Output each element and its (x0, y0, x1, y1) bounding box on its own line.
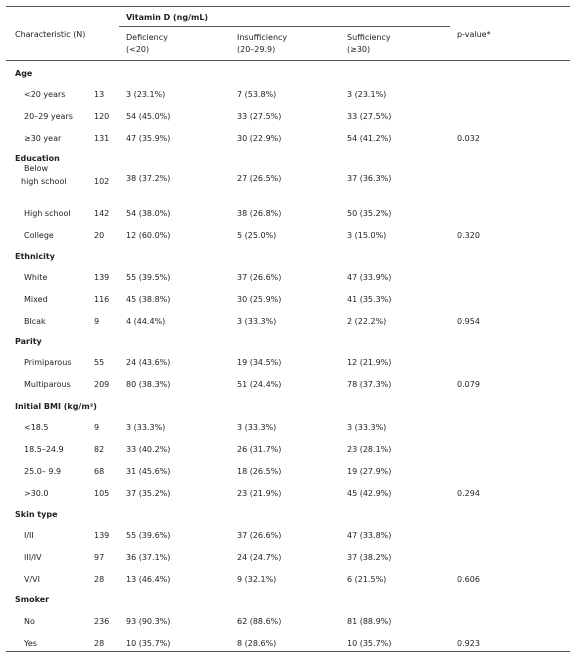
row-label: 18.5–24.9 (24, 445, 64, 454)
row-label: high school (21, 177, 67, 186)
cell-deficiency: 54 (38.0%) (126, 209, 171, 218)
cell-sufficiency: 54 (41.2%) (347, 134, 392, 143)
cell-insufficiency: 38 (26.8%) (237, 209, 282, 218)
row-label: I/II (24, 531, 34, 540)
cell-sufficiency: 78 (37.3%) (347, 380, 392, 389)
group-title: Parity (15, 337, 42, 346)
cell-insufficiency: 30 (25.9%) (237, 295, 282, 304)
row-label: >30.0 (24, 489, 49, 498)
row-label: Multiparous (24, 380, 71, 389)
group-title: Smoker (15, 595, 50, 604)
row-n: 68 (94, 467, 105, 476)
row-label: High school (24, 209, 71, 218)
header-bottom-rule (6, 60, 570, 61)
cell-deficiency: 93 (90.3%) (126, 617, 171, 626)
row-label: Yes (24, 639, 37, 648)
cell-insufficiency: 5 (25.0%) (237, 231, 277, 240)
cell-deficiency: 3 (23.1%) (126, 90, 166, 99)
header-insufficiency-range: (20–29.9) (237, 45, 276, 54)
row-n: 105 (94, 489, 110, 498)
cell-deficiency: 3 (33.3%) (126, 423, 166, 432)
row-n: 9 (94, 423, 100, 432)
cell-insufficiency: 19 (34.5%) (237, 358, 282, 367)
cell-p-value: 0.923 (457, 639, 480, 648)
cell-insufficiency: 18 (26.5%) (237, 467, 282, 476)
row-n: 102 (94, 177, 110, 186)
row-n: 142 (94, 209, 110, 218)
header-characteristic: Characteristic (N) (15, 30, 86, 39)
cell-p-value: 0.954 (457, 317, 480, 326)
cell-sufficiency: 47 (33.9%) (347, 273, 392, 282)
cell-deficiency: 12 (60.0%) (126, 231, 171, 240)
cell-p-value: 0.320 (457, 231, 480, 240)
cell-deficiency: 37 (35.2%) (126, 489, 171, 498)
bottom-rule (6, 651, 570, 652)
row-label: Blcak (24, 317, 46, 326)
cell-insufficiency: 33 (27.5%) (237, 112, 282, 121)
cell-p-value: 0.606 (457, 575, 480, 584)
row-n: 139 (94, 273, 110, 282)
row-label: 20–29 years (24, 112, 73, 121)
cell-p-value: 0.032 (457, 134, 480, 143)
cell-insufficiency: 8 (28.6%) (237, 639, 277, 648)
cell-insufficiency: 7 (53.8%) (237, 90, 277, 99)
cell-deficiency: 45 (38.8%) (126, 295, 171, 304)
cell-sufficiency: 81 (88.9%) (347, 617, 392, 626)
row-n: 28 (94, 575, 105, 584)
row-n: 131 (94, 134, 110, 143)
cell-deficiency: 31 (45.6%) (126, 467, 171, 476)
header-insufficiency: Insufficiency (237, 33, 288, 42)
group-title: Education (15, 154, 60, 163)
row-n: 55 (94, 358, 105, 367)
cell-insufficiency: 9 (32.1%) (237, 575, 277, 584)
header-sufficiency: Sufficiency (347, 33, 391, 42)
cell-p-value: 0.079 (457, 380, 480, 389)
row-label: 25.0– 9.9 (24, 467, 62, 476)
row-n: 116 (94, 295, 110, 304)
row-label: Primiparous (24, 358, 72, 367)
cell-insufficiency: 51 (24.4%) (237, 380, 282, 389)
cell-sufficiency: 2 (22.2%) (347, 317, 387, 326)
row-n: 236 (94, 617, 110, 626)
cell-sufficiency: 6 (21.5%) (347, 575, 387, 584)
row-label: College (24, 231, 54, 240)
cell-deficiency: 55 (39.6%) (126, 531, 171, 540)
cell-deficiency: 55 (39.5%) (126, 273, 171, 282)
cell-sufficiency: 33 (27.5%) (347, 112, 392, 121)
row-label: White (24, 273, 48, 282)
cell-deficiency: 24 (43.6%) (126, 358, 171, 367)
cell-sufficiency: 12 (21.9%) (347, 358, 392, 367)
cell-insufficiency: 3 (33.3%) (237, 423, 277, 432)
row-label: <18.5 (24, 423, 49, 432)
cell-deficiency: 47 (35.9%) (126, 134, 171, 143)
cell-sufficiency: 45 (42.9%) (347, 489, 392, 498)
cell-sufficiency: 19 (27.9%) (347, 467, 392, 476)
cell-sufficiency: 3 (33.3%) (347, 423, 387, 432)
cell-sufficiency: 3 (15.0%) (347, 231, 387, 240)
row-n: 139 (94, 531, 110, 540)
row-n: 9 (94, 317, 100, 326)
cell-sufficiency: 10 (35.7%) (347, 639, 392, 648)
cell-insufficiency: 37 (26.6%) (237, 273, 282, 282)
cell-sufficiency: 37 (38.2%) (347, 553, 392, 562)
row-n: 209 (94, 380, 110, 389)
row-n: 120 (94, 112, 110, 121)
row-label: Mixed (24, 295, 48, 304)
cell-sufficiency: 3 (23.1%) (347, 90, 387, 99)
cell-sufficiency: 37 (36.3%) (347, 174, 392, 183)
cell-insufficiency: 62 (88.6%) (237, 617, 282, 626)
row-n: 13 (94, 90, 105, 99)
row-label: ≥30 year (24, 134, 62, 143)
cell-deficiency: 38 (37.2%) (126, 174, 171, 183)
subheader-rule (119, 26, 450, 27)
group-title: Initial BMI (kg/m²) (15, 402, 97, 411)
header-sufficiency-range: (≥30) (347, 45, 371, 54)
row-label: No (24, 617, 35, 626)
cell-deficiency: 10 (35.7%) (126, 639, 171, 648)
cell-sufficiency: 50 (35.2%) (347, 209, 392, 218)
cell-insufficiency: 23 (21.9%) (237, 489, 282, 498)
cell-insufficiency: 27 (26.5%) (237, 174, 282, 183)
header-deficiency-range: (<20) (126, 45, 150, 54)
top-rule (6, 6, 570, 7)
cell-deficiency: 33 (40.2%) (126, 445, 171, 454)
cell-deficiency: 54 (45.0%) (126, 112, 171, 121)
cell-deficiency: 80 (38.3%) (126, 380, 171, 389)
cell-deficiency: 4 (44.4%) (126, 317, 166, 326)
header-deficiency: Deficiency (126, 33, 168, 42)
cell-insufficiency: 3 (33.3%) (237, 317, 277, 326)
group-title: Age (15, 69, 33, 78)
row-n: 82 (94, 445, 105, 454)
row-n: 20 (94, 231, 105, 240)
cell-sufficiency: 23 (28.1%) (347, 445, 392, 454)
row-label: V/VI (24, 575, 40, 584)
cell-insufficiency: 26 (31.7%) (237, 445, 282, 454)
row-label: <20 years (24, 90, 66, 99)
cell-insufficiency: 37 (26.6%) (237, 531, 282, 540)
row-label: Below (24, 164, 49, 173)
cell-p-value: 0.294 (457, 489, 480, 498)
cell-deficiency: 13 (46.4%) (126, 575, 171, 584)
group-title: Skin type (15, 510, 58, 519)
cell-sufficiency: 41 (35.3%) (347, 295, 392, 304)
group-title: Ethnicity (15, 252, 55, 261)
cell-deficiency: 36 (37.1%) (126, 553, 171, 562)
header-vitamin-d: Vitamin D (ng/mL) (126, 13, 209, 22)
header-p-value: p-value* (457, 30, 491, 39)
row-n: 28 (94, 639, 105, 648)
cell-insufficiency: 30 (22.9%) (237, 134, 282, 143)
cell-insufficiency: 24 (24.7%) (237, 553, 282, 562)
row-n: 97 (94, 553, 105, 562)
cell-sufficiency: 47 (33.8%) (347, 531, 392, 540)
row-label: III/IV (24, 553, 42, 562)
